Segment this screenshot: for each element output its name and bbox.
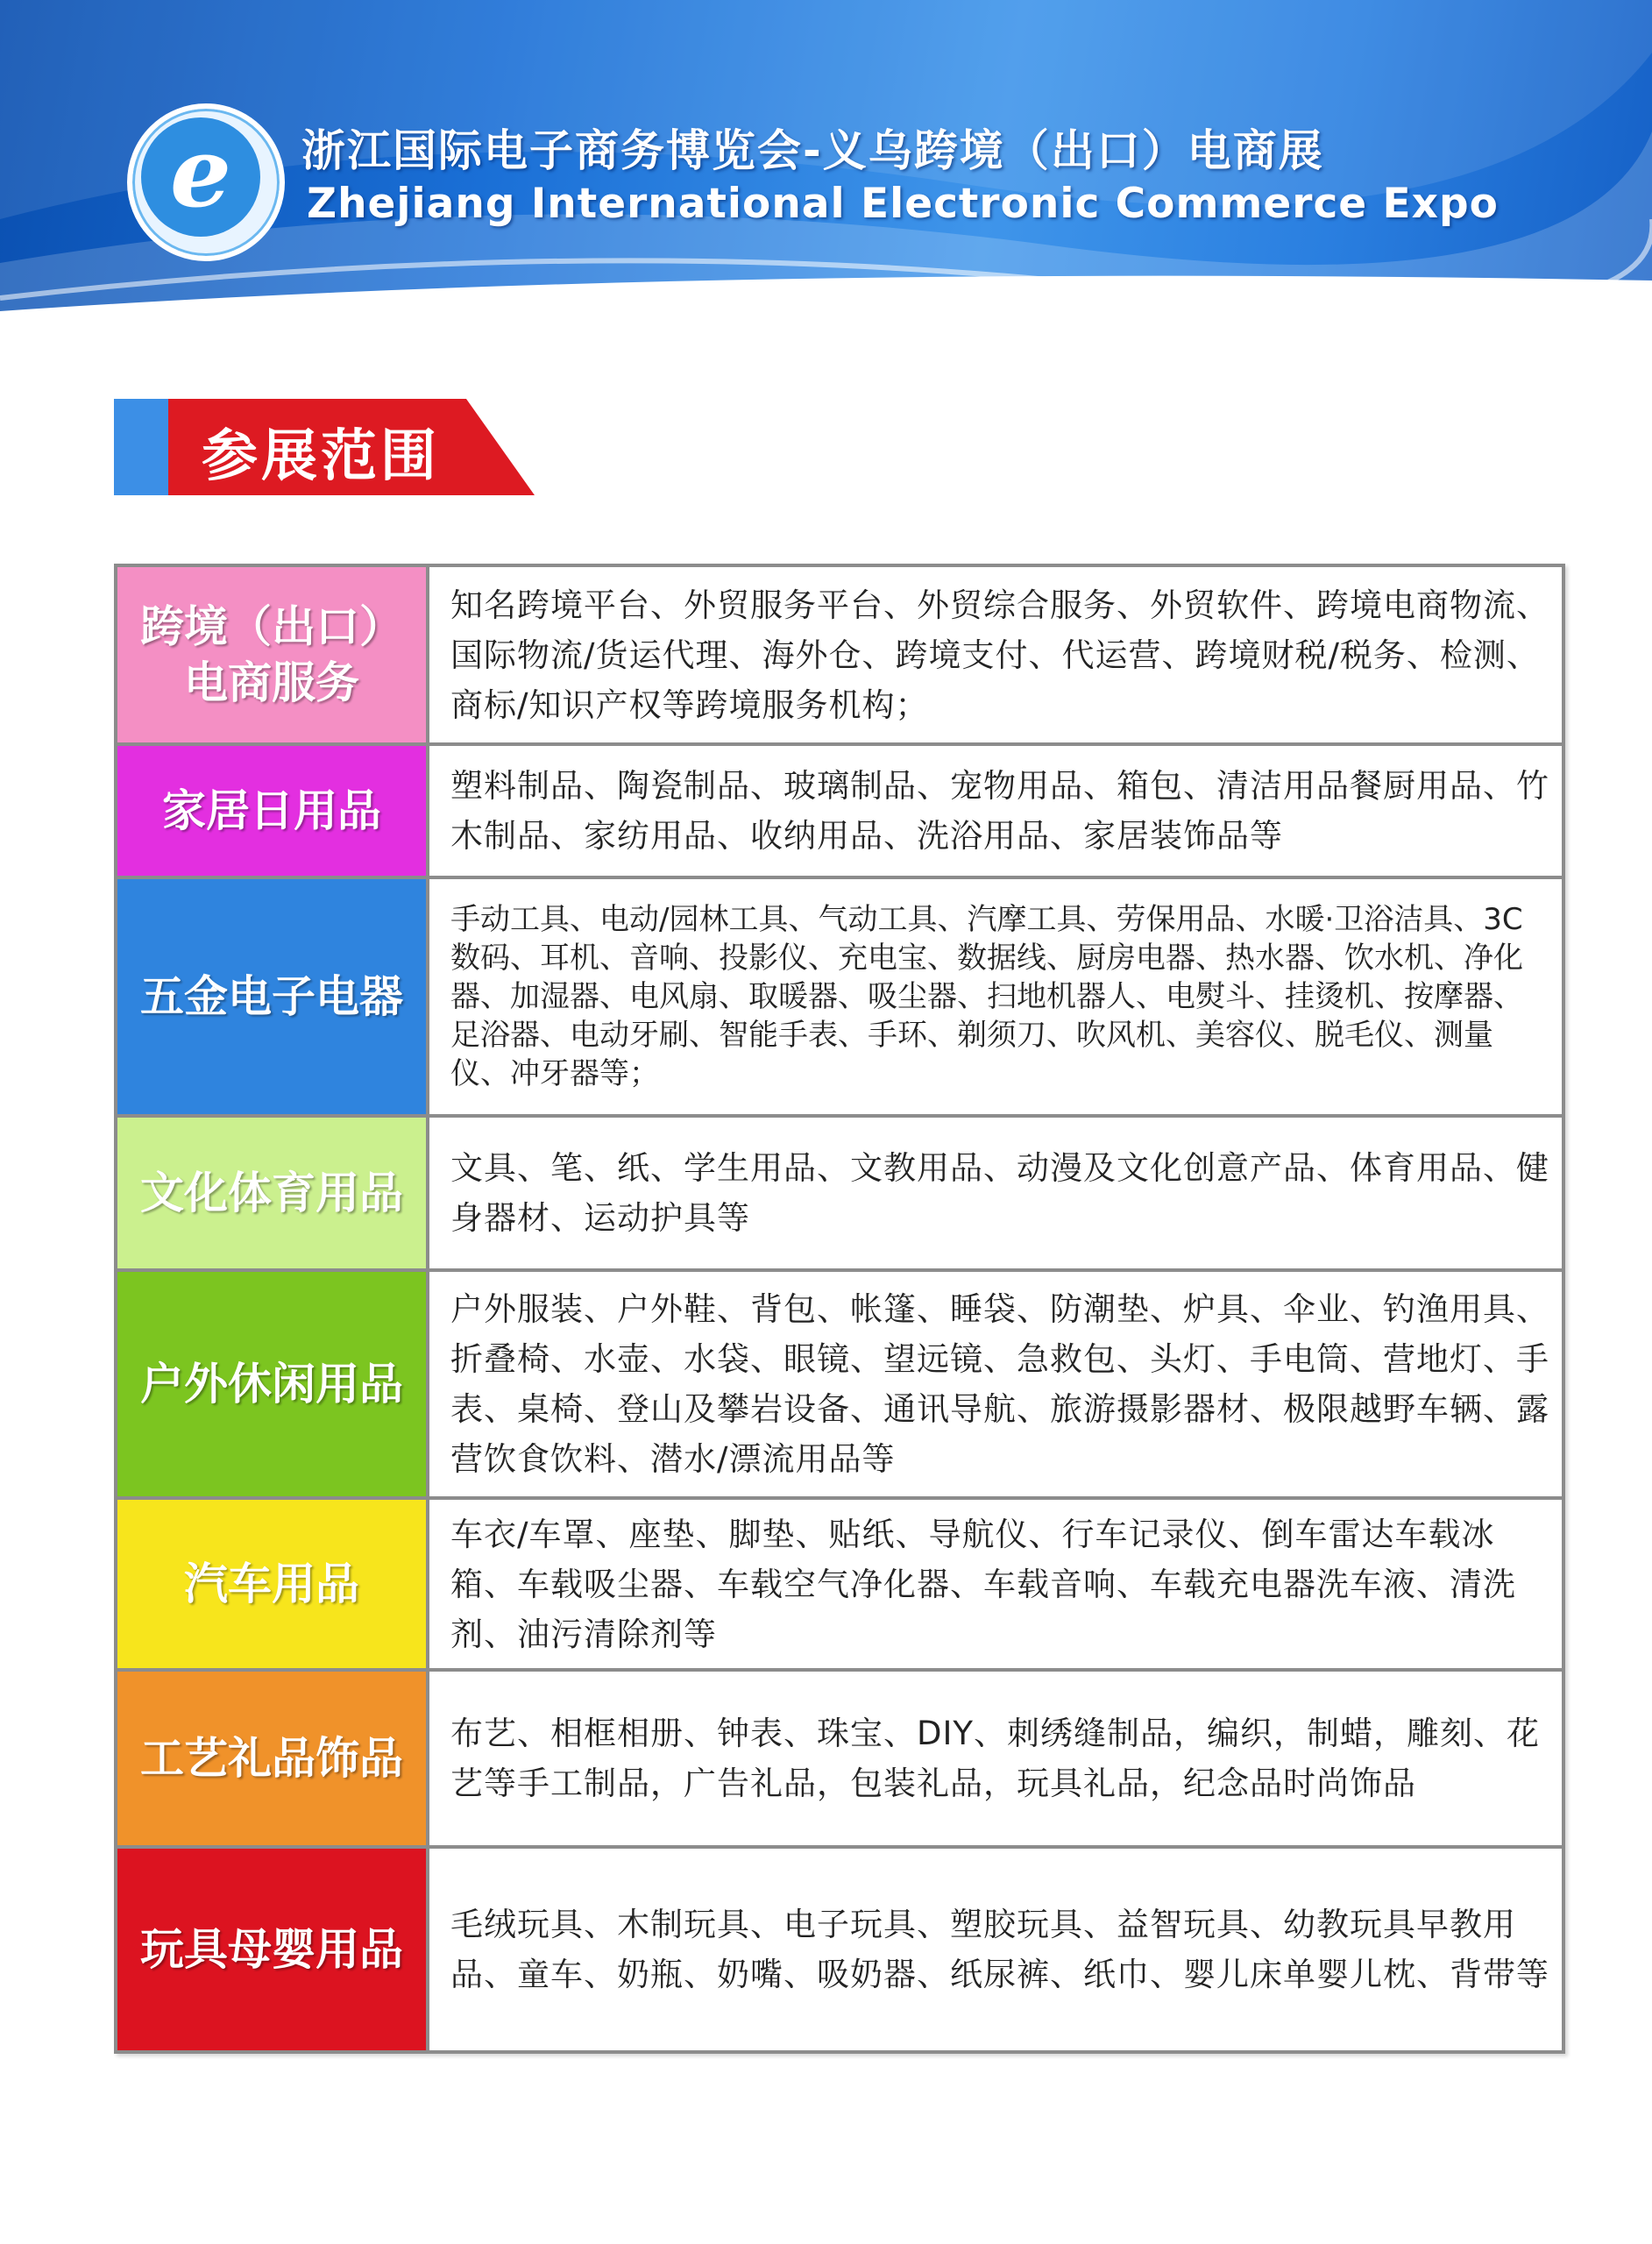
category-name: 工艺礼品饰品 — [140, 1733, 403, 1784]
category-label — [117, 1272, 429, 1496]
table-row — [117, 567, 1562, 746]
section-title: 参展范围 — [202, 424, 440, 489]
category-items — [450, 1672, 1549, 1845]
header-banner — [0, 0, 1652, 326]
category-items-text: 知名跨境平台、外贸服务平台、外贸综合服务、外贸软件、跨境电商物流、国际物流/货运代理、海外仓、跨境支付、代运营、跨境财税/税务、检测、商标/知识产权等跨境服务机构； — [450, 586, 1549, 724]
category-name: 玩具母婴用品 — [140, 1924, 403, 1975]
category-items — [450, 879, 1549, 1114]
category-name: 跨境（出口） 电商服务 — [140, 601, 403, 708]
category-items-text: 布艺、相框相册、钟表、珠宝、DIY、刺绣缝制品，编织，制蜡，雕刻、花艺等手工制品，广告礼品，包装礼品，玩具礼品，纪念品时尚饰品 — [450, 1715, 1541, 1802]
table-row — [117, 1672, 1562, 1849]
category-name: 五金电子电器 — [140, 971, 403, 1022]
category-items-text: 车衣/车罩、座垫、脚垫、贴纸、导航仪、行车记录仪、倒车雷达车载冰箱、车载吸尘器、车载空气净化器、车载音响、车载充电器洗车液、清洗剂、油污清除剂等 — [450, 1515, 1516, 1653]
category-label — [117, 1118, 429, 1268]
category-label — [117, 567, 429, 742]
category-label — [117, 1500, 429, 1668]
header-title-en: Zhejiang International Electronic Commerce Expo — [307, 180, 1499, 228]
category-items-text: 户外服装、户外鞋、背包、帐篷、睡袋、防潮垫、炉具、伞业、钓渔用具、折叠椅、水壶、水袋、眼镜、望远镜、急救包、头灯、手电筒、营地灯、手表、桌椅、登山及攀岩设备、通讯导航、旅游摄影器材、极限越野车辆、露营饮食饮料、潜水/漂流用品等 — [450, 1290, 1549, 1478]
category-items-text: 手动工具、电动/园林工具、气动工具、汽摩工具、劳保用品、水暖·卫浴洁具、3C数码、耳机、音响、投影仪、充电宝、数据线、厨房电器、热水器、饮水机、净化器、加湿器、电风扇、取暖器、吸尘器、扫地机器人、电熨斗、挂烫机、按摩器、足浴器、电动牙刷、智能手表、手环、剃须刀、吹风机、美容仪、脱毛仪、测量仪、冲牙器等； — [450, 902, 1523, 1091]
category-items — [450, 1849, 1549, 2050]
table-row — [117, 746, 1562, 879]
category-name: 汽车用品 — [184, 1559, 359, 1609]
category-items — [450, 1272, 1549, 1496]
category-name: 户外休闲用品 — [140, 1359, 403, 1410]
heading-blue-tab — [114, 399, 168, 495]
exhibit-scope-table — [114, 564, 1565, 2054]
category-name: 家居日用品 — [162, 785, 381, 836]
category-items — [450, 1118, 1549, 1268]
table-row — [117, 1500, 1562, 1672]
category-items-text: 毛绒玩具、木制玩具、电子玩具、塑胶玩具、益智玩具、幼教玩具早教用品、童车、奶瓶、奶嘴、吸奶器、纸尿裤、纸巾、婴儿床单婴儿枕、背带等 — [450, 1906, 1549, 1993]
section-heading — [114, 399, 535, 495]
category-items-text: 文具、笔、纸、学生用品、文教用品、动漫及文化创意产品、体育用品、健身器材、运动护具等 — [450, 1149, 1549, 1237]
table-row — [117, 1849, 1562, 2050]
category-items — [450, 746, 1549, 876]
table-row — [117, 1272, 1562, 1500]
category-label — [117, 746, 429, 876]
e-logo-icon: e — [170, 116, 231, 229]
category-items — [450, 567, 1549, 742]
category-label — [117, 1672, 429, 1845]
category-name: 文化体育用品 — [140, 1168, 403, 1218]
expo-logo — [127, 103, 285, 261]
table-row — [117, 879, 1562, 1118]
category-items — [450, 1500, 1549, 1668]
category-items-text: 塑料制品、陶瓷制品、玻璃制品、宠物用品、箱包、清洁用品餐厨用品、竹木制品、家纺用品、收纳用品、洗浴用品、家居装饰品等 — [450, 767, 1549, 855]
header-title-cn: 浙江国际电子商务博览会-义乌跨境（出口）电商展 — [301, 125, 1324, 176]
category-label — [117, 1849, 429, 2050]
table-row — [117, 1118, 1562, 1272]
category-label — [117, 879, 429, 1114]
